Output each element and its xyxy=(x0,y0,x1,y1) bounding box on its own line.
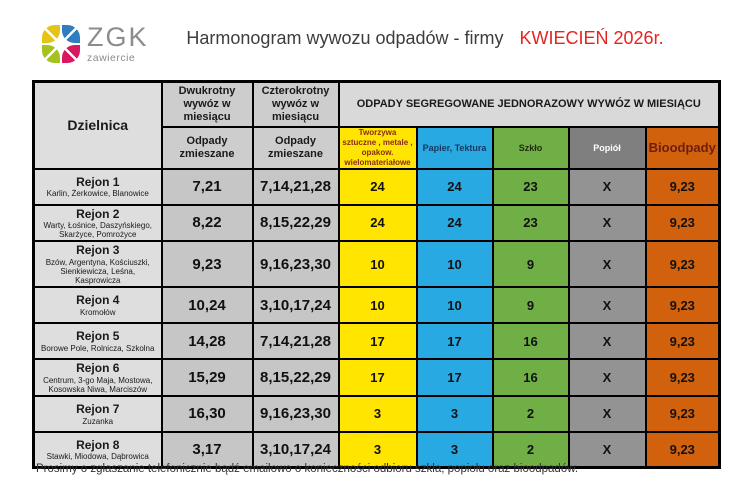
district-cell xyxy=(34,359,162,396)
schedule-table xyxy=(32,80,721,469)
leaf-pink-icon xyxy=(62,45,80,63)
mixed-4x-dates: 3,10,17,24 xyxy=(253,432,339,468)
table-row xyxy=(34,396,720,432)
district-streets: Borowe Pole, Rolnicza, Szkolna xyxy=(41,343,155,353)
zgk-leaf-logo-icon xyxy=(42,25,80,63)
table-row xyxy=(34,323,720,359)
paper-date: 17 xyxy=(417,359,493,396)
paper-date: 24 xyxy=(417,169,493,205)
district-streets: Bzów, Argentyna, Kościuszki, Sienkiewicza, Leśna, Kasprowicza xyxy=(45,257,150,286)
glass-date: 16 xyxy=(493,323,569,359)
district-streets: Warty, Łośnice, Daszyńskiego, Skarżyce, Pomrożyce xyxy=(43,220,152,240)
four-times-monthly-header: Czterokrotny wywóz w miesiącu xyxy=(253,82,339,127)
mixed-2x-dates: 10,24 xyxy=(162,287,253,323)
biowaste-dates: 9,23 xyxy=(646,169,720,205)
district-name: Rejon 2 xyxy=(76,206,120,221)
table-row xyxy=(34,241,720,287)
district-name: Rejon 1 xyxy=(76,174,120,189)
ash-value: X xyxy=(569,241,646,287)
mixed-4x-dates: 7,14,21,28 xyxy=(253,169,339,205)
plastics-date: 17 xyxy=(339,359,417,396)
district-cell xyxy=(34,323,162,359)
biowaste-dates: 9,23 xyxy=(646,205,720,242)
table-row xyxy=(34,169,720,205)
district-streets: Centrum, 3-go Maja, Mostowa, Kosowska Niwa, Marciszów xyxy=(43,375,153,394)
logo-subtitle: zawiercie xyxy=(87,52,136,64)
mixed-2x-dates: 7,21 xyxy=(162,169,253,205)
table-row xyxy=(34,205,720,242)
leaf-blue-icon xyxy=(62,25,80,43)
biowaste-header: Bioodpady xyxy=(646,127,720,169)
district-name: Rejon 4 xyxy=(76,293,120,308)
plastics-date: 3 xyxy=(339,396,417,432)
leaf-green-icon xyxy=(42,45,60,63)
mixed-2x-dates: 14,28 xyxy=(162,323,253,359)
schedule-body xyxy=(34,169,720,468)
mixed-waste-header-4x: Odpady zmieszane xyxy=(253,127,339,169)
mixed-4x-dates: 9,16,23,30 xyxy=(253,241,339,287)
district-cell xyxy=(34,241,162,287)
page-title: Harmonogram wywozu odpadów - firmy xyxy=(186,28,504,48)
biowaste-dates: 9,23 xyxy=(646,432,720,468)
month-label: KWIECIEŃ 2026r. xyxy=(519,28,664,48)
district-name: Rejon 7 xyxy=(76,402,120,417)
ash-value: X xyxy=(569,432,646,468)
table-row xyxy=(34,287,720,323)
district-cell xyxy=(34,169,162,205)
ash-value: X xyxy=(569,205,646,242)
glass-date: 9 xyxy=(493,287,569,323)
biowaste-dates: 9,23 xyxy=(646,396,720,432)
biowaste-dates: 9,23 xyxy=(646,287,720,323)
glass-date: 2 xyxy=(493,396,569,432)
mixed-4x-dates: 8,15,22,29 xyxy=(253,205,339,242)
footer-note: Prosimy o zgłaszanie telefonicznie bądź emailowo o konieczności odbioru szkła, popiołu oraz bioodpadów. xyxy=(36,462,579,475)
ash-value: X xyxy=(569,287,646,323)
twice-monthly-header: Dwukrotny wywóz w miesiącu xyxy=(162,82,253,127)
zgk-logo xyxy=(42,24,149,64)
table-row xyxy=(34,359,720,396)
plastics-date: 10 xyxy=(339,241,417,287)
district-streets: Kromołów xyxy=(79,307,116,317)
plastics-date: 17 xyxy=(339,323,417,359)
paper-cardboard-header: Papier, Tektura xyxy=(417,127,493,169)
mixed-waste-header-2x: Odpady zmieszane xyxy=(162,127,253,169)
paper-date: 10 xyxy=(417,241,493,287)
paper-date: 24 xyxy=(417,205,493,242)
mixed-2x-dates: 9,23 xyxy=(162,241,253,287)
logo-brand: ZGK xyxy=(87,22,149,52)
glass-header: Szkło xyxy=(493,127,569,169)
plastics-date: 24 xyxy=(339,169,417,205)
district-cell xyxy=(34,287,162,323)
mixed-2x-dates: 15,29 xyxy=(162,359,253,396)
mixed-2x-dates: 16,30 xyxy=(162,396,253,432)
district-streets: Zuzanka xyxy=(82,416,114,426)
ash-value: X xyxy=(569,169,646,205)
glass-date: 23 xyxy=(493,205,569,242)
glass-date: 2 xyxy=(493,432,569,468)
district-cell xyxy=(34,205,162,242)
district-name: Rejon 8 xyxy=(76,437,120,452)
segregated-waste-header: ODPADY SEGREGOWANE JEDNORAZOWY WYWÓZ W MIESIĄCU xyxy=(339,82,720,127)
glass-date: 16 xyxy=(493,359,569,396)
plastics-date: 10 xyxy=(339,287,417,323)
district-column-header: Dzielnica xyxy=(34,82,162,169)
ash-value: X xyxy=(569,359,646,396)
mixed-4x-dates: 7,14,21,28 xyxy=(253,323,339,359)
paper-date: 17 xyxy=(417,323,493,359)
district-name: Rejon 6 xyxy=(76,361,120,376)
district-name: Rejon 5 xyxy=(76,329,120,344)
glass-date: 23 xyxy=(493,169,569,205)
plastics-date: 24 xyxy=(339,205,417,242)
mixed-2x-dates: 3,17 xyxy=(162,432,253,468)
ash-value: X xyxy=(569,323,646,359)
plastics-date: 3 xyxy=(339,432,417,468)
district-name: Rejon 3 xyxy=(76,243,120,258)
district-streets: Karlin, Żerkowice, Blanowice xyxy=(46,189,149,199)
leaf-yellow-icon xyxy=(42,25,60,43)
paper-date: 3 xyxy=(417,432,493,468)
paper-date: 3 xyxy=(417,396,493,432)
mixed-4x-dates: 8,15,22,29 xyxy=(253,359,339,396)
mixed-4x-dates: 3,10,17,24 xyxy=(253,287,339,323)
glass-date: 9 xyxy=(493,241,569,287)
mixed-4x-dates: 9,16,23,30 xyxy=(253,396,339,432)
district-streets: Stawki, Miodowa, Dąbrowica xyxy=(46,452,149,462)
mixed-2x-dates: 8,22 xyxy=(162,205,253,242)
district-cell xyxy=(34,396,162,432)
paper-date: 10 xyxy=(417,287,493,323)
biowaste-dates: 9,23 xyxy=(646,241,720,287)
title-bar xyxy=(140,28,710,49)
plastics-metals-header: Tworzywa sztuczne , metale , opakow. wielomateriałowe xyxy=(339,127,417,169)
ash-value: X xyxy=(569,396,646,432)
ash-header: Popiół xyxy=(569,127,646,169)
biowaste-dates: 9,23 xyxy=(646,323,720,359)
biowaste-dates: 9,23 xyxy=(646,359,720,396)
